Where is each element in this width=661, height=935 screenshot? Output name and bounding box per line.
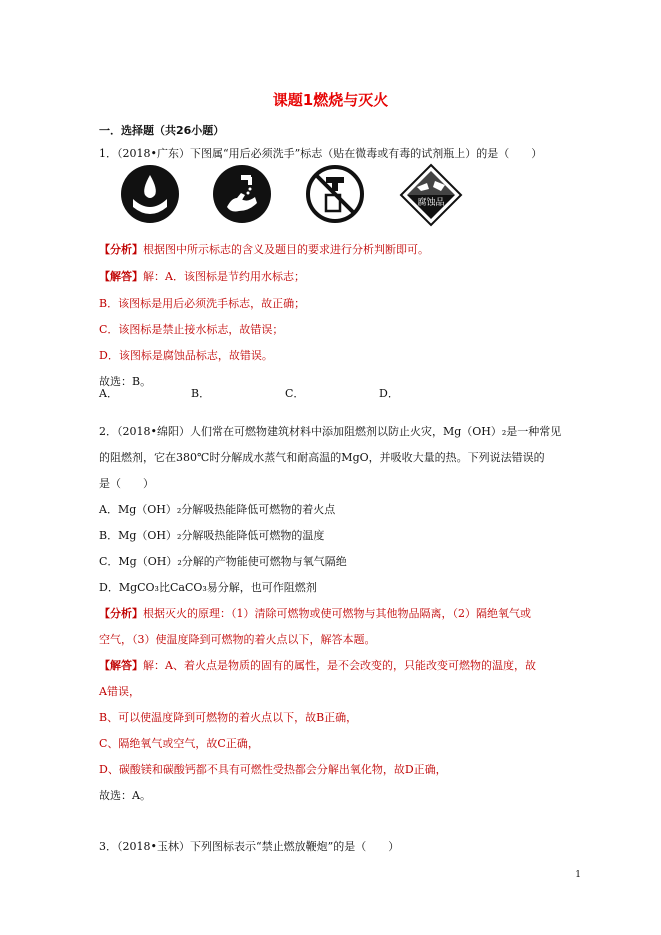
q1-option-c: C． — [285, 387, 305, 400]
q2-stem-line: 的阻燃剂，它在380℃时分解成水蒸气和耐高温的MgO，并吸收大量的热。下列说法错误的 — [99, 451, 545, 464]
q1-analysis — [99, 243, 429, 257]
q2-option-d: D．MgCO₃比CaCO₃易分解，也可作阻燃剂 — [99, 581, 317, 594]
q2-option-c: C．Mg（OH）₂分解的产物能使可燃物与氧气隔绝 — [99, 555, 347, 568]
q1-option-b: B． — [191, 387, 211, 400]
q1-answer-line — [99, 270, 305, 284]
answer-text: 解：A、着火点是物质的固有的属性，是不会改变的，只能改变可燃物的温度，故 — [143, 659, 536, 672]
corrosive-label: 腐蚀品 — [417, 198, 445, 208]
q1-stem: 1．（2018•广东）下图属“用后必须洗手”标志（贴在微毒或有毒的试剂瓶上）的是（ ） — [99, 147, 543, 160]
q2-answer-line: C、隔绝氧气或空气，故C正确， — [99, 737, 259, 750]
corrosive-icon — [399, 163, 465, 223]
q2-analysis-line: 空气，（3）使温度降到可燃物的着火点以下，解答本题。 — [99, 633, 376, 646]
water-saving-icon — [119, 163, 185, 223]
q2-option-a: A．Mg（OH）₂分解吸热能降低可燃物的着火点 — [99, 503, 336, 516]
q2-analysis — [99, 607, 531, 621]
page-title: 课题1燃烧与灭火 — [272, 91, 389, 109]
q1-answer-line: D．该图标是腐蚀品标志，故错误。 — [99, 349, 273, 362]
q1-option-a: A． — [99, 387, 118, 400]
wash-hands-icon — [211, 163, 277, 223]
q2-stem-line: 是（ ） — [99, 477, 154, 490]
answer-tag: 【解答】 — [99, 659, 143, 672]
answer-tag: 【解答】 — [99, 270, 143, 283]
no-tap-water-icon — [304, 163, 370, 223]
q1-answer-line: B．该图标是用后必须洗手标志，故正确； — [99, 297, 306, 310]
q2-answer-line: D、碳酸镁和碳酸钙都不具有可燃性受热都会分解出氧化物，故D正确， — [99, 763, 447, 776]
q2-stem-line: 2．（2018•绵阳）人们常在可燃物建筑材料中添加阻燃剂以防止火灾，Mg（OH）₂是一种常见 — [99, 425, 562, 438]
section-heading: 一．选择题（共26小题） — [99, 124, 225, 137]
q1-answer-line: C．该图标是禁止接水标志，故错误； — [99, 323, 284, 336]
q2-choice: 故选：A。 — [99, 789, 151, 802]
analysis-tag: 【分析】 — [99, 607, 143, 620]
q2-answer-line: A错误， — [99, 685, 140, 698]
q2-answer-line: B、可以使温度降到可燃物的着火点以下，故B正确， — [99, 711, 358, 724]
page-number: 1 — [575, 870, 581, 880]
q1-choice: 故选：B。 — [99, 375, 152, 388]
q1-option-d: D． — [379, 387, 399, 400]
q2-option-b: B．Mg（OH）₂分解吸热能降低可燃物的温度 — [99, 529, 325, 542]
q3-stem: 3．（2018•玉林）下列图标表示“禁止燃放鞭炮”的是（ ） — [99, 840, 400, 853]
q2-answer-line — [99, 659, 536, 673]
analysis-tag: 【分析】 — [99, 243, 143, 256]
analysis-text: 根据图中所示标志的含义及题目的要求进行分析判断即可。 — [143, 243, 429, 256]
answer-text: 解：A．该图标是节约用水标志； — [143, 270, 305, 283]
analysis-text: 根据灭火的原理：（1）清除可燃物或使可燃物与其他物品隔离，（2）隔绝氧气或 — [143, 607, 531, 620]
